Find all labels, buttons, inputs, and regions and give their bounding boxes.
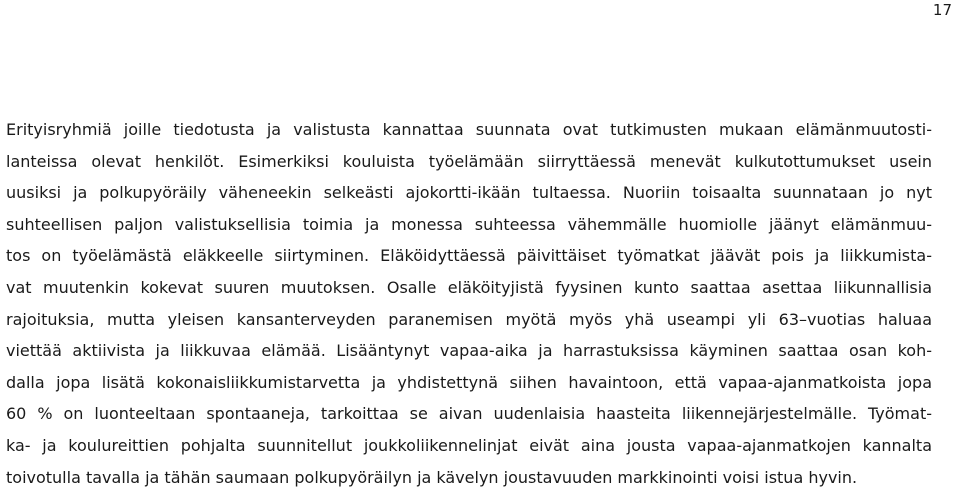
- body-paragraph: [6, 114, 932, 493]
- paragraph-line: vat muutenkin kokevat suuren muutoksen. Osalle eläköityjistä fyysinen kunto saattaa asettaa liikunnallisia: [6, 277, 932, 297]
- paragraph-line: toivotulla tavalla ja tähän saumaan polkupyöräilyn ja kävelyn joustavuuden markkinointi voisi istua hyvin.: [6, 467, 858, 487]
- paragraph-line: lanteissa olevat henkilöt. Esimerkiksi kouluista työelämään siirryttäessä menevät kulkutottumukset usein: [6, 151, 932, 171]
- paragraph-line: suhteellisen paljon valistuksellisia toimia ja monessa suhteessa vähemmälle huomiolle jäänyt elämänmuu-: [6, 214, 932, 234]
- paragraph-line: 60 % on luonteeltaan spontaaneja, tarkoittaa se aivan uudenlaisia haasteita liikennejärjestelmälle. Työmat-: [6, 404, 932, 424]
- paragraph-line: viettää aktiivista ja liikkuvaa elämää. Lisääntynyt vapaa-aika ja harrastuksissa käyminen saattaa osan koh-: [6, 341, 932, 361]
- paragraph-line: dalla jopa lisätä kokonaisliikkumistarvetta ja yhdistettynä siihen havaintoon, että vapaa-ajanmatkoista jopa: [6, 372, 932, 392]
- paragraph-line: ka- ja koulureittien pohjalta suunnitellut joukkoliikennelinjat eivät aina jousta vapaa-ajanmatkojen kannalta: [6, 435, 932, 455]
- page-number: 17: [932, 1, 952, 19]
- paragraph-line: uusiksi ja polkupyöräily väheneekin selkeästi ajokortti-ikään tultaessa. Nuoriin toisaalta suunnataan jo nyt: [6, 183, 932, 203]
- paragraph-line: Erityisryhmiä joille tiedotusta ja valistusta kannattaa suunnata ovat tutkimusten mukaan elämänmuutosti-: [6, 120, 932, 139]
- paragraph-line: rajoituksia, mutta yleisen kansanterveyden paranemisen myötä myös yhä useampi yli 63–vuotias haluaa: [6, 309, 932, 329]
- paragraph-line: tos on työelämästä eläkkeelle siirtyminen. Eläköidyttäessä päivittäiset työmatkat jäävät pois ja liikkumista-: [6, 246, 932, 266]
